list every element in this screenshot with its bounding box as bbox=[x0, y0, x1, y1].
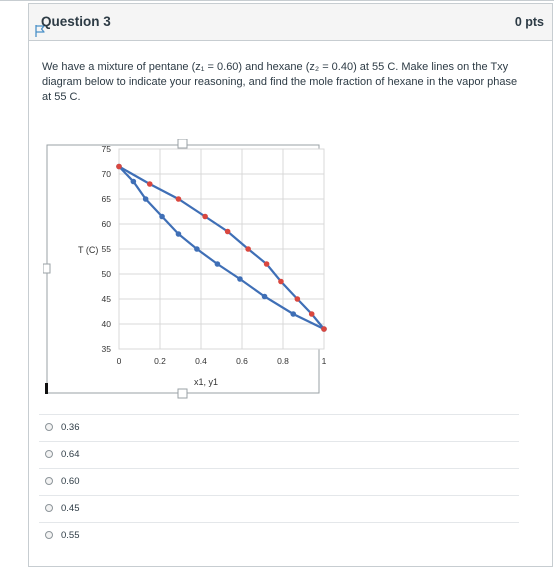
question-header bbox=[29, 4, 552, 41]
data-point bbox=[176, 231, 182, 237]
y-tick-label: 60 bbox=[101, 219, 111, 229]
data-point bbox=[278, 279, 284, 285]
answer-option[interactable] bbox=[39, 468, 519, 495]
data-point bbox=[131, 179, 137, 185]
answer-option[interactable] bbox=[39, 414, 519, 441]
x-tick-labels bbox=[117, 356, 327, 366]
y-tick-label: 70 bbox=[101, 169, 111, 179]
y-tick-label: 75 bbox=[101, 144, 111, 154]
answer-list bbox=[39, 414, 519, 549]
y-tick-label: 55 bbox=[101, 244, 111, 254]
x-tick-label: 0.8 bbox=[277, 356, 289, 366]
x-tick-label: 1 bbox=[321, 356, 327, 366]
data-point bbox=[290, 311, 296, 317]
answer-radio[interactable] bbox=[45, 477, 53, 485]
answer-option[interactable] bbox=[39, 522, 519, 549]
x-tick-label: 0.4 bbox=[195, 356, 207, 366]
resize-handle-left[interactable] bbox=[43, 264, 50, 273]
data-point bbox=[309, 311, 315, 317]
data-point bbox=[176, 196, 182, 202]
answer-radio[interactable] bbox=[45, 450, 53, 458]
data-point bbox=[215, 261, 221, 267]
answer-label: 0.64 bbox=[61, 449, 80, 460]
answer-option[interactable] bbox=[39, 441, 519, 468]
y-tick-label: 40 bbox=[101, 319, 111, 329]
resize-handle-bottom[interactable] bbox=[178, 389, 187, 398]
data-point bbox=[225, 229, 231, 235]
answer-label: 0.55 bbox=[61, 530, 80, 541]
y-tick-label: 45 bbox=[101, 294, 111, 304]
x-axis-label: x1, y1 bbox=[193, 377, 219, 387]
data-point bbox=[143, 196, 149, 202]
question-text: We have a mixture of pentane (z₁ = 0.60) and hexane (z₂ = 0.40) at 55 C. Make lines on the Txy diagram below to indicate your reasoning, and find the mole fraction of hexane in the vapor phase at 55 C. bbox=[42, 61, 518, 103]
question-card bbox=[28, 3, 553, 567]
data-point bbox=[262, 294, 268, 300]
answer-label: 0.60 bbox=[61, 476, 80, 487]
question-points: 0 pts bbox=[514, 15, 544, 29]
corner-handle-bottom-left[interactable] bbox=[45, 383, 48, 394]
y-tick-labels bbox=[102, 144, 112, 354]
chart-frame bbox=[43, 139, 328, 404]
data-point bbox=[159, 214, 165, 220]
answer-option[interactable] bbox=[39, 495, 519, 522]
data-point bbox=[245, 246, 251, 252]
data-point bbox=[237, 276, 243, 282]
data-point bbox=[321, 326, 327, 332]
answer-radio[interactable] bbox=[45, 531, 53, 539]
y-tick-label: 35 bbox=[101, 344, 111, 354]
corner-handle-bottom-right[interactable] bbox=[311, 385, 319, 393]
y-tick-label: 50 bbox=[101, 269, 111, 279]
data-point bbox=[116, 164, 122, 170]
data-point bbox=[202, 214, 208, 220]
answer-label: 0.45 bbox=[61, 503, 80, 514]
y-tick-label: 65 bbox=[101, 194, 111, 204]
data-point bbox=[194, 246, 200, 252]
resize-handle-top[interactable] bbox=[178, 139, 187, 148]
data-point bbox=[147, 181, 153, 187]
answer-radio[interactable] bbox=[45, 504, 53, 512]
top-divider bbox=[0, 0, 554, 1]
answer-radio[interactable] bbox=[45, 423, 53, 431]
data-point bbox=[264, 261, 270, 267]
data-point bbox=[295, 296, 301, 302]
answer-label: 0.36 bbox=[61, 422, 80, 433]
x-tick-label: 0 bbox=[116, 356, 122, 366]
corner-handle-top-left[interactable] bbox=[47, 145, 55, 153]
x-tick-label: 0.6 bbox=[236, 356, 248, 366]
x-tick-label: 0.2 bbox=[154, 356, 166, 366]
y-axis-label: T (C) bbox=[78, 245, 99, 255]
chart-grid bbox=[119, 149, 324, 349]
question-title: Question 3 bbox=[41, 14, 111, 29]
txy-chart bbox=[43, 139, 328, 404]
